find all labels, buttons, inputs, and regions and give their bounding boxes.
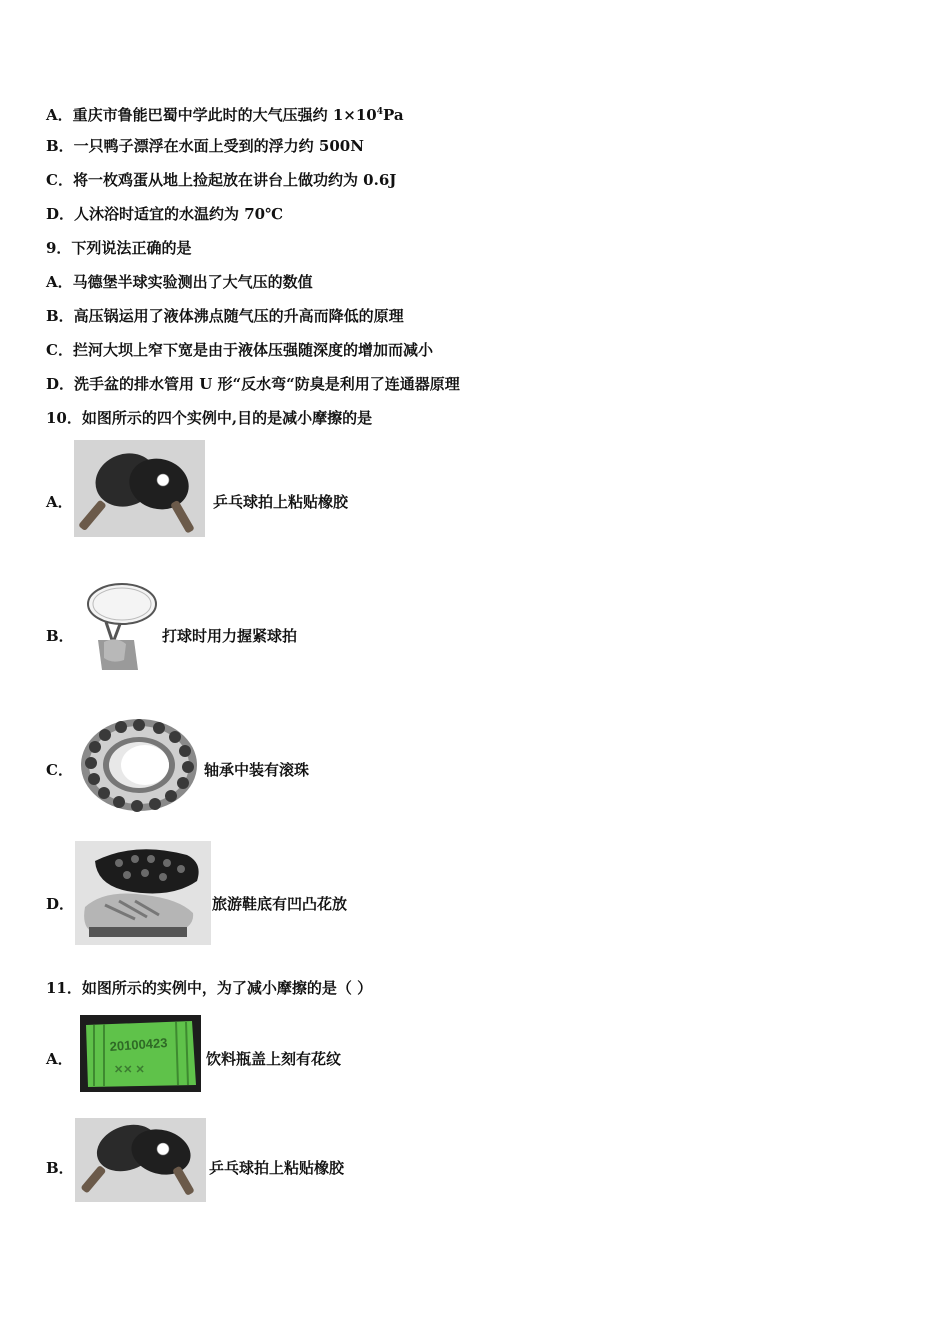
- q9-option-c: C．拦河大坝上窄下宽是由于液体压强随深度的增加而减小: [46, 341, 433, 359]
- q10-option-c-label: C．: [46, 761, 73, 779]
- ball-bearing-image: [77, 713, 201, 814]
- q8-option-d: D．人沐浴时适宜的水温约为 70℃: [46, 205, 284, 223]
- q10-option-d-caption: 旅游鞋底有凹凸花放: [212, 895, 348, 913]
- ping-pong-paddles-icon: [75, 1118, 206, 1202]
- q11-option-a-label: A．: [46, 1050, 73, 1068]
- q8-option-c: C．将一枚鸡蛋从地上捡起放在讲台上做功约为 0.6J: [46, 171, 397, 189]
- q10-option-d-label: D．: [46, 895, 75, 913]
- bottle-cap-icon: [80, 1015, 201, 1092]
- ping-pong-paddles-icon: [74, 440, 205, 537]
- q8-option-a-label: A．: [46, 106, 73, 124]
- q9-option-d: D．洗手盆的排水管用 U 形“反水弯“防臭是利用了连通器原理: [46, 375, 460, 393]
- ball-bearing-icon: [77, 713, 201, 814]
- q9-option-a: A．马德堡半球实验测出了大气压的数值: [46, 273, 313, 291]
- sneaker-sole-image: [75, 841, 211, 945]
- q11-option-b-caption: 乒乓球拍上粘贴橡胶: [209, 1159, 345, 1177]
- q10-option-b-caption: 打球时用力握紧球拍: [162, 627, 298, 645]
- q10-option-a-label: A．: [46, 493, 73, 511]
- ping-pong-paddles-image: [74, 440, 205, 537]
- cap-engraved-text: 20100423: [109, 1034, 168, 1054]
- q8-option-a-unit: Pa: [383, 106, 404, 124]
- q10-option-c-caption: 轴承中装有滚珠: [204, 761, 310, 779]
- racket-hand-icon: [76, 580, 158, 672]
- q10-stem: 10．如图所示的四个实例中,目的是减小摩擦的是: [46, 409, 373, 427]
- ping-pong-paddles-image: [75, 1118, 206, 1202]
- bottle-cap-image: [80, 1015, 201, 1092]
- sneaker-icon: [75, 841, 211, 945]
- q9-option-b: B．高压锅运用了液体沸点随气压的升高而降低的原理: [46, 307, 404, 325]
- q11-option-a-caption: 饮料瓶盖上刻有花纹: [206, 1050, 342, 1068]
- q11-option-b-label: B．: [46, 1159, 74, 1177]
- q8-option-a-superscript: 4: [376, 107, 384, 117]
- q10-option-b-label: B．: [46, 627, 74, 645]
- q8-option-a: [46, 102, 404, 125]
- q11-stem: 11．如图所示的实例中，为了减小摩擦的是（ ）: [46, 979, 373, 997]
- q9-stem: 9．下列说法正确的是: [46, 239, 192, 257]
- q8-option-a-text: 重庆市鲁能巴蜀中学此时的大气压强约 1×10: [72, 106, 377, 124]
- q10-option-a-caption: 乒乓球拍上粘贴橡胶: [213, 493, 349, 511]
- q8-option-b: B．一只鸭子漂浮在水面上受到的浮力约 500N: [46, 137, 364, 155]
- svg-text:✕✕ ✕: ✕✕ ✕: [114, 1064, 145, 1076]
- hand-gripping-racket-image: [76, 580, 158, 672]
